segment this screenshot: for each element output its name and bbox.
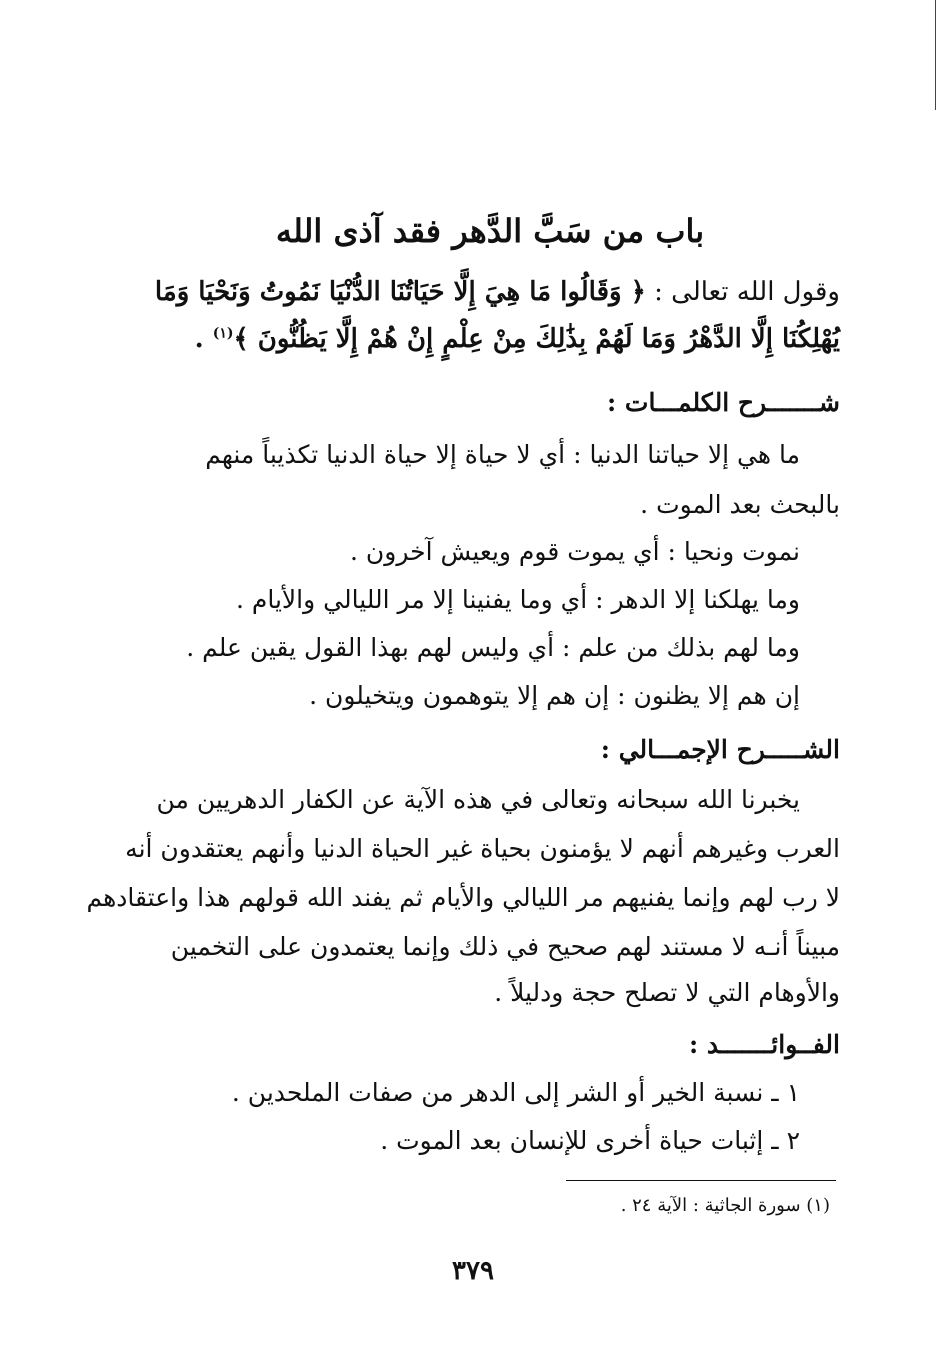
verse-end: .: [194, 324, 204, 354]
vocab-heading: شـــــــرح الكلمـــات :: [606, 388, 840, 417]
summary-line-5: والأوهام التي لا تصلح حجة ودليلاً .: [494, 978, 840, 1007]
page-edge-line: [935, 0, 936, 110]
summary-heading: الشـــــرح الإجمـــالي :: [600, 735, 840, 764]
verse-line-1: ﴿ وَقَالُوا مَا هِيَ إِلَّا حَيَاتُنَا الدُّنْيَا نَمُوتُ وَنَحْيَا وَمَا: [154, 277, 646, 307]
vocab-item-2: نموت ونحيا : أي يموت قوم ويعيش آخرون .: [350, 537, 800, 566]
verse-line-2: يُهْلِكُنَا إِلَّا الدَّهْرُ وَمَا لَهُمْ بِذَٰلِكَ مِنْ عِلْمٍ إِنْ هُمْ إِلَّا يَظُنُّونَ ﴾: [233, 324, 840, 354]
summary-line-1: يخبرنا الله سبحانه وتعالى في هذه الآية عن الكفار الدهريين من: [156, 785, 800, 814]
summary-line-3: لا رب لهم وإنما يفنيهم مر الليالي والأيام ثم يفند الله قولهم هذا واعتقادهم: [86, 883, 840, 912]
verse-intro-text: وقول الله تعالى :: [654, 277, 840, 307]
benefit-item-2: ٢ ـ إثبات حياة أخرى للإنسان بعد الموت .: [380, 1126, 800, 1155]
vocab-item-3: وما يهلكنا إلا الدهر : أي وما يفنينا إلا مر الليالي والأيام .: [235, 585, 800, 614]
vocab-item-5: إن هم إلا يظنون : إن هم إلا يتوهمون ويتخيلون .: [309, 681, 800, 710]
benefit-item-1: ١ ـ نسبة الخير أو الشر إلى الدهر من صفات الملحدين .: [231, 1078, 800, 1107]
verse-line-2-wrap: [140, 322, 840, 357]
summary-line-2: العرب وغيرهم أنهم لا يؤمنون بحياة غير الحياة الدنيا وأنهم يعتقدون أنه: [125, 834, 840, 863]
chapter-title: باب من سَبَّ الدَّهر فقد آذى الله: [275, 212, 705, 250]
vocab-item-1-line-2: بالبحث بعد الموت .: [640, 490, 840, 519]
summary-line-4: مبيناً أنـه لا مستند لهم صحيح في ذلك وإنما يعتمدون على التخمين: [170, 932, 840, 961]
footnote-text: (١) سورة الجاثية : الآية ٢٤ .: [620, 1195, 830, 1216]
page-number: ٣٧٩: [452, 1256, 494, 1286]
vocab-item-4: وما لهم بذلك من علم : أي وليس لهم بهذا القول يقين علم .: [186, 633, 800, 662]
footnote-ref: (١): [212, 325, 234, 342]
vocab-item-1-line-1: ما هي إلا حياتنا الدنيا : أي لا حياة إلا حياة الدنيا تكذيباً منهم: [205, 440, 800, 469]
footnote-divider: [566, 1180, 836, 1181]
benefits-heading: الفــوائـــــــد :: [688, 1030, 840, 1059]
verse-intro-line: [140, 275, 840, 310]
